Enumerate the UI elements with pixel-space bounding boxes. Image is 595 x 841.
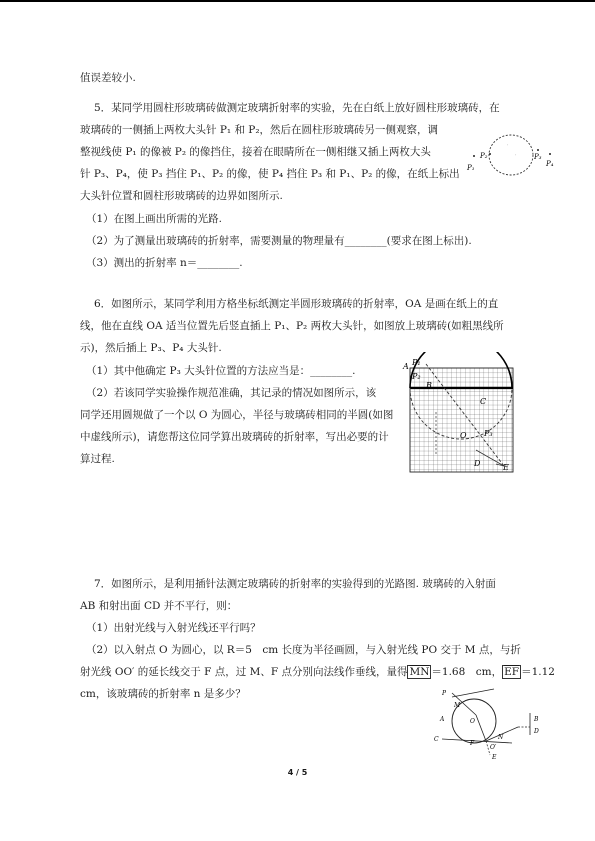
fig2-label-a: A [403,362,409,371]
fig3-label-n: N [498,734,504,741]
ef-label: $\overline{EF}$ [504,666,520,678]
q6-line-1: 6．如图所示，某同学利用方格坐标纸测定半圆形玻璃砖的折射率，OA 是画在纸上的直 [94,298,499,310]
fig3-label-b: B [534,716,539,723]
q5-sub-2: （2）为了测量出玻璃砖的折射率，需要测量的物理量有________(要求在图上标出). [86,235,472,247]
fig3-label-o: O [470,718,475,725]
q6-sub-2: （2）若该同学实验操作规范准确，其记录的情况如图所示，该 [86,387,377,399]
q7-line-3 [80,665,555,679]
pin-p2-dot [489,153,491,155]
q5-line-4: 针 P₃、P₄，使 P₃ 挡住 P₁、P₂ 的像，使 P₄ 挡住 P₃ 和 P₁、P₂ 的像，在纸上标出 [80,168,460,180]
fig3-label-p: P [442,690,447,697]
q5-line-5: 大头针位置和圆柱形玻璃砖的边界如图所示. [80,190,283,202]
fig3-label-e: E [492,754,497,761]
q5-sub-3: （3）测出的折射率 n＝________. [86,257,243,269]
fig2-label-p1: P₁ [412,358,421,367]
fig1-label-p2: P₂ [480,152,488,160]
fig2-label-p3: P₃ [484,429,493,438]
refracted-ray [476,715,486,741]
fig3-label-f: F [470,740,475,747]
q6-sub-1: （1）其中他确定 P₃ 大头针位置的方法应当是：________. [86,365,356,377]
q6-line-3: 示)，然后插上 P₃、P₄ 大头针. [80,342,222,354]
q5-sub-1: （1）在图上画出所需的光路. [86,213,223,225]
circle-mark-2: ′ [515,154,517,160]
fig3-label-d: D [534,728,539,735]
figure-3-slab [420,683,545,763]
q7-line-3-text: 射光线 OO′ 的延长线交于 F 点，过 M、F 点分别向法线作垂线，量得 [80,666,408,678]
q7-sub-2: （2）以入射点 O 为圆心，以 R＝5 cm 长度为半径画圆，与入射光线 PO 交于 M 点，与折 [86,644,521,656]
surface-ab [452,689,494,697]
q6-line-4: 同学还用圆规做了一个以 O 为圆心，半径与玻璃砖相同的半圆(如图 [80,409,394,421]
q7-sub-1: （1）出射光线与入射光线还平行吗？ [86,622,261,634]
page-top-rule [0,0,595,2]
q7-line-2: AB 和射出面 CD 并不平行，则： [80,600,238,612]
q7-line-1: 7．如图所示，是利用插针法测定玻璃砖的折射率的实验得到的光路图. 玻璃砖的入射面 [94,578,496,590]
fig3-label-c: C [434,736,439,743]
fig1-label-p3: P₃ [534,153,542,161]
fig1-label-p4: P₄ [546,160,554,168]
mn-value: ＝1.68 cm， [431,666,503,678]
fig2-label-o: O [460,431,467,440]
ef-value: ＝1.12 [521,666,555,678]
cylinder-circle [489,135,533,175]
fig2-label-e: E [503,463,509,472]
q6-line-5: 中虚线所示)，请您帮这位同学算出玻璃砖的折射率，写出必要的计 [80,431,389,443]
figure-2-grid [400,352,525,478]
fig2-label-p2: P₂ [412,372,421,381]
q5-line-1: 5．某同学用圆柱形玻璃砖做测定玻璃折射率的实验，先在白纸上放好圆柱形玻璃砖，在 [94,102,500,114]
q6-line-2: 线，他在直线 OA 适当位置先后竖直插上 P₁、P₂ 两枚大头针，如图放上玻璃砖(如粗黑线所 [80,320,504,332]
fig2-label-c: C [480,397,487,406]
pin-p1-dot [473,155,475,157]
q5-line-2: 玻璃砖的一侧插上两枚大头针 P₁ 和 P₂，然后在圆柱形玻璃砖另一侧观察，调 [80,124,439,136]
q7-line-4: cm，该玻璃砖的折射率 n 是多少？ [80,688,246,700]
pin-p3-dot [537,149,539,151]
figure-1-cylinder [460,128,560,184]
q6-line-6: 算过程. [80,453,115,465]
text-line-prev: 值误差较小. [80,72,136,84]
mn-label: $\overline{MN}$ [409,666,430,678]
circle-mark-1: ′ [507,144,509,150]
fig1-label-p1: P₁ [467,164,475,172]
q5-line-3: 整视线使 P₁ 的像被 P₂ 的像挡住，接着在眼睛所在一侧相继又插上两枚大头 [80,146,431,158]
fig2-label-b: B [426,381,432,390]
fig2-label-d: D [474,459,481,468]
pin-p4-dot [549,153,551,155]
fig3-label-a: A [440,716,445,723]
page-number: 4 / 5 [287,768,308,777]
fig3-label-m: M [454,702,461,709]
fig3-label-o-prime: O′ [490,744,497,751]
